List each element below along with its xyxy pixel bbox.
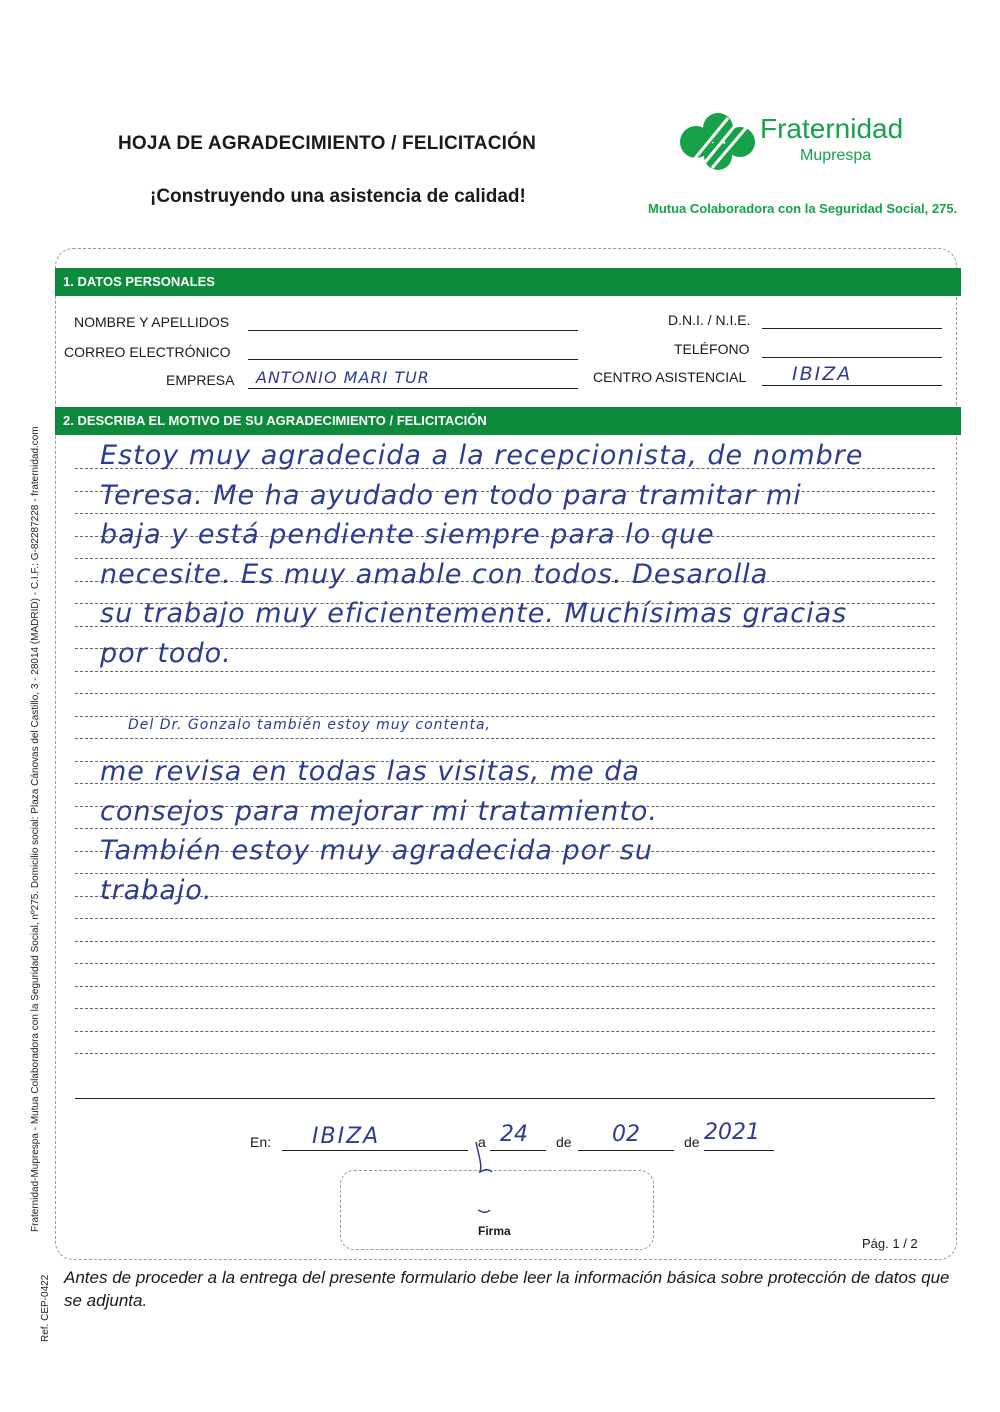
telefono-label: TELÉFONO (674, 341, 750, 357)
year-value: 2021 (704, 1120, 760, 1145)
ruled-line (75, 1008, 935, 1009)
centro-value: IBIZA (792, 363, 853, 385)
brand-tagline: Mutua Colaboradora con la Seguridad Social, 275. (648, 201, 958, 216)
ruled-line (75, 513, 935, 514)
fraternidad-logo-icon (678, 112, 758, 172)
correo-field[interactable] (248, 341, 578, 360)
nombre-label: NOMBRE Y APELLIDOS (74, 314, 230, 330)
a-label: a (478, 1134, 486, 1150)
page-number: Pág. 1 / 2 (862, 1236, 918, 1251)
message-line: necesite. Es muy amable con todos. Desarolla (100, 558, 769, 590)
ruled-line (75, 1031, 935, 1032)
de-label-2: de (684, 1134, 700, 1150)
centro-field[interactable] (762, 363, 942, 386)
ruled-line (75, 1053, 935, 1054)
centro-label: CENTRO ASISTENCIAL (593, 369, 747, 385)
day-value: 24 (500, 1122, 528, 1147)
ruled-line (75, 986, 935, 987)
year-field[interactable] (704, 1120, 774, 1151)
place-field[interactable] (282, 1124, 468, 1151)
reference-code: Ref. CEP-0422 (40, 1274, 51, 1342)
form-title: HOJA DE AGRADECIMIENTO / FELICITACIÓN (118, 133, 537, 154)
correo-label: CORREO ELECTRÓNICO (64, 344, 231, 360)
message-line: su trabajo muy eficientemente. Muchísimas gracias (100, 598, 848, 629)
form-subtitle: ¡Construyendo una asistencia de calidad! (150, 186, 526, 207)
ruled-line (75, 738, 935, 739)
message-line: consejos para mejorar mi tratamiento. (100, 795, 658, 827)
section-1-heading: 1. DATOS PERSONALES (55, 268, 961, 296)
ruled-line (75, 671, 935, 672)
ruled-line (75, 828, 935, 829)
message-line: Del Dr. Gonzalo también estoy muy contenta, (128, 716, 491, 733)
month-value: 02 (612, 1122, 640, 1147)
ruled-line-final (75, 1098, 935, 1099)
message-line: por todo. (100, 637, 232, 669)
ruled-line (75, 941, 935, 942)
message-line: me revisa en todas las visitas, me da (100, 756, 640, 787)
empresa-label: EMPRESA (166, 372, 235, 388)
firma-label: Firma (478, 1224, 511, 1238)
place-value: IBIZA (312, 1124, 381, 1149)
nombre-field[interactable] (248, 312, 578, 331)
form-frame (55, 248, 957, 1260)
dni-label: D.N.I. / N.I.E. (668, 312, 751, 328)
en-label: En: (250, 1134, 272, 1150)
ruled-line (75, 693, 935, 694)
dni-field[interactable] (762, 310, 942, 329)
message-line: baja y está pendiente siempre para lo que (100, 519, 715, 550)
message-line: Teresa. Me ha ayudado en todo para tramitar mi (100, 479, 802, 511)
brand-name: Fraternidad (760, 113, 904, 144)
message-line: Estoy muy agradecida a la recepcionista, de nombre (100, 440, 864, 471)
message-line: También estoy muy agradecida por su (100, 835, 653, 866)
empresa-field[interactable] (248, 370, 578, 389)
legal-sidebar-text: Fraternidad-Muprespa - Mutua Colaboradora con la Seguridad Social, nº275. Domicilio social: Plaza Cánovas del Castillo, 3 - 28014 (MADRID) - C.I.F.: G-82287228 - fraternidad.com (30, 426, 41, 1232)
empresa-value: ANTONIO MARI TUR (256, 368, 430, 387)
message-line: trabajo. (100, 874, 213, 906)
de-label-1: de (556, 1134, 572, 1150)
signature-scribble-icon (466, 1140, 506, 1220)
brand-subname: Muprespa (800, 147, 872, 164)
month-field[interactable] (578, 1122, 674, 1151)
section-2-heading: 2. DESCRIBA EL MOTIVO DE SU AGRADECIMIENTO / FELICITACIÓN (55, 407, 961, 435)
ruled-line (75, 918, 935, 919)
ruled-line (75, 963, 935, 964)
data-protection-notice: Antes de proceder a la entrega del presente formulario debe leer la información básica sobre protección de datos que se adjunta. (64, 1268, 950, 1310)
telefono-field[interactable] (762, 339, 942, 358)
